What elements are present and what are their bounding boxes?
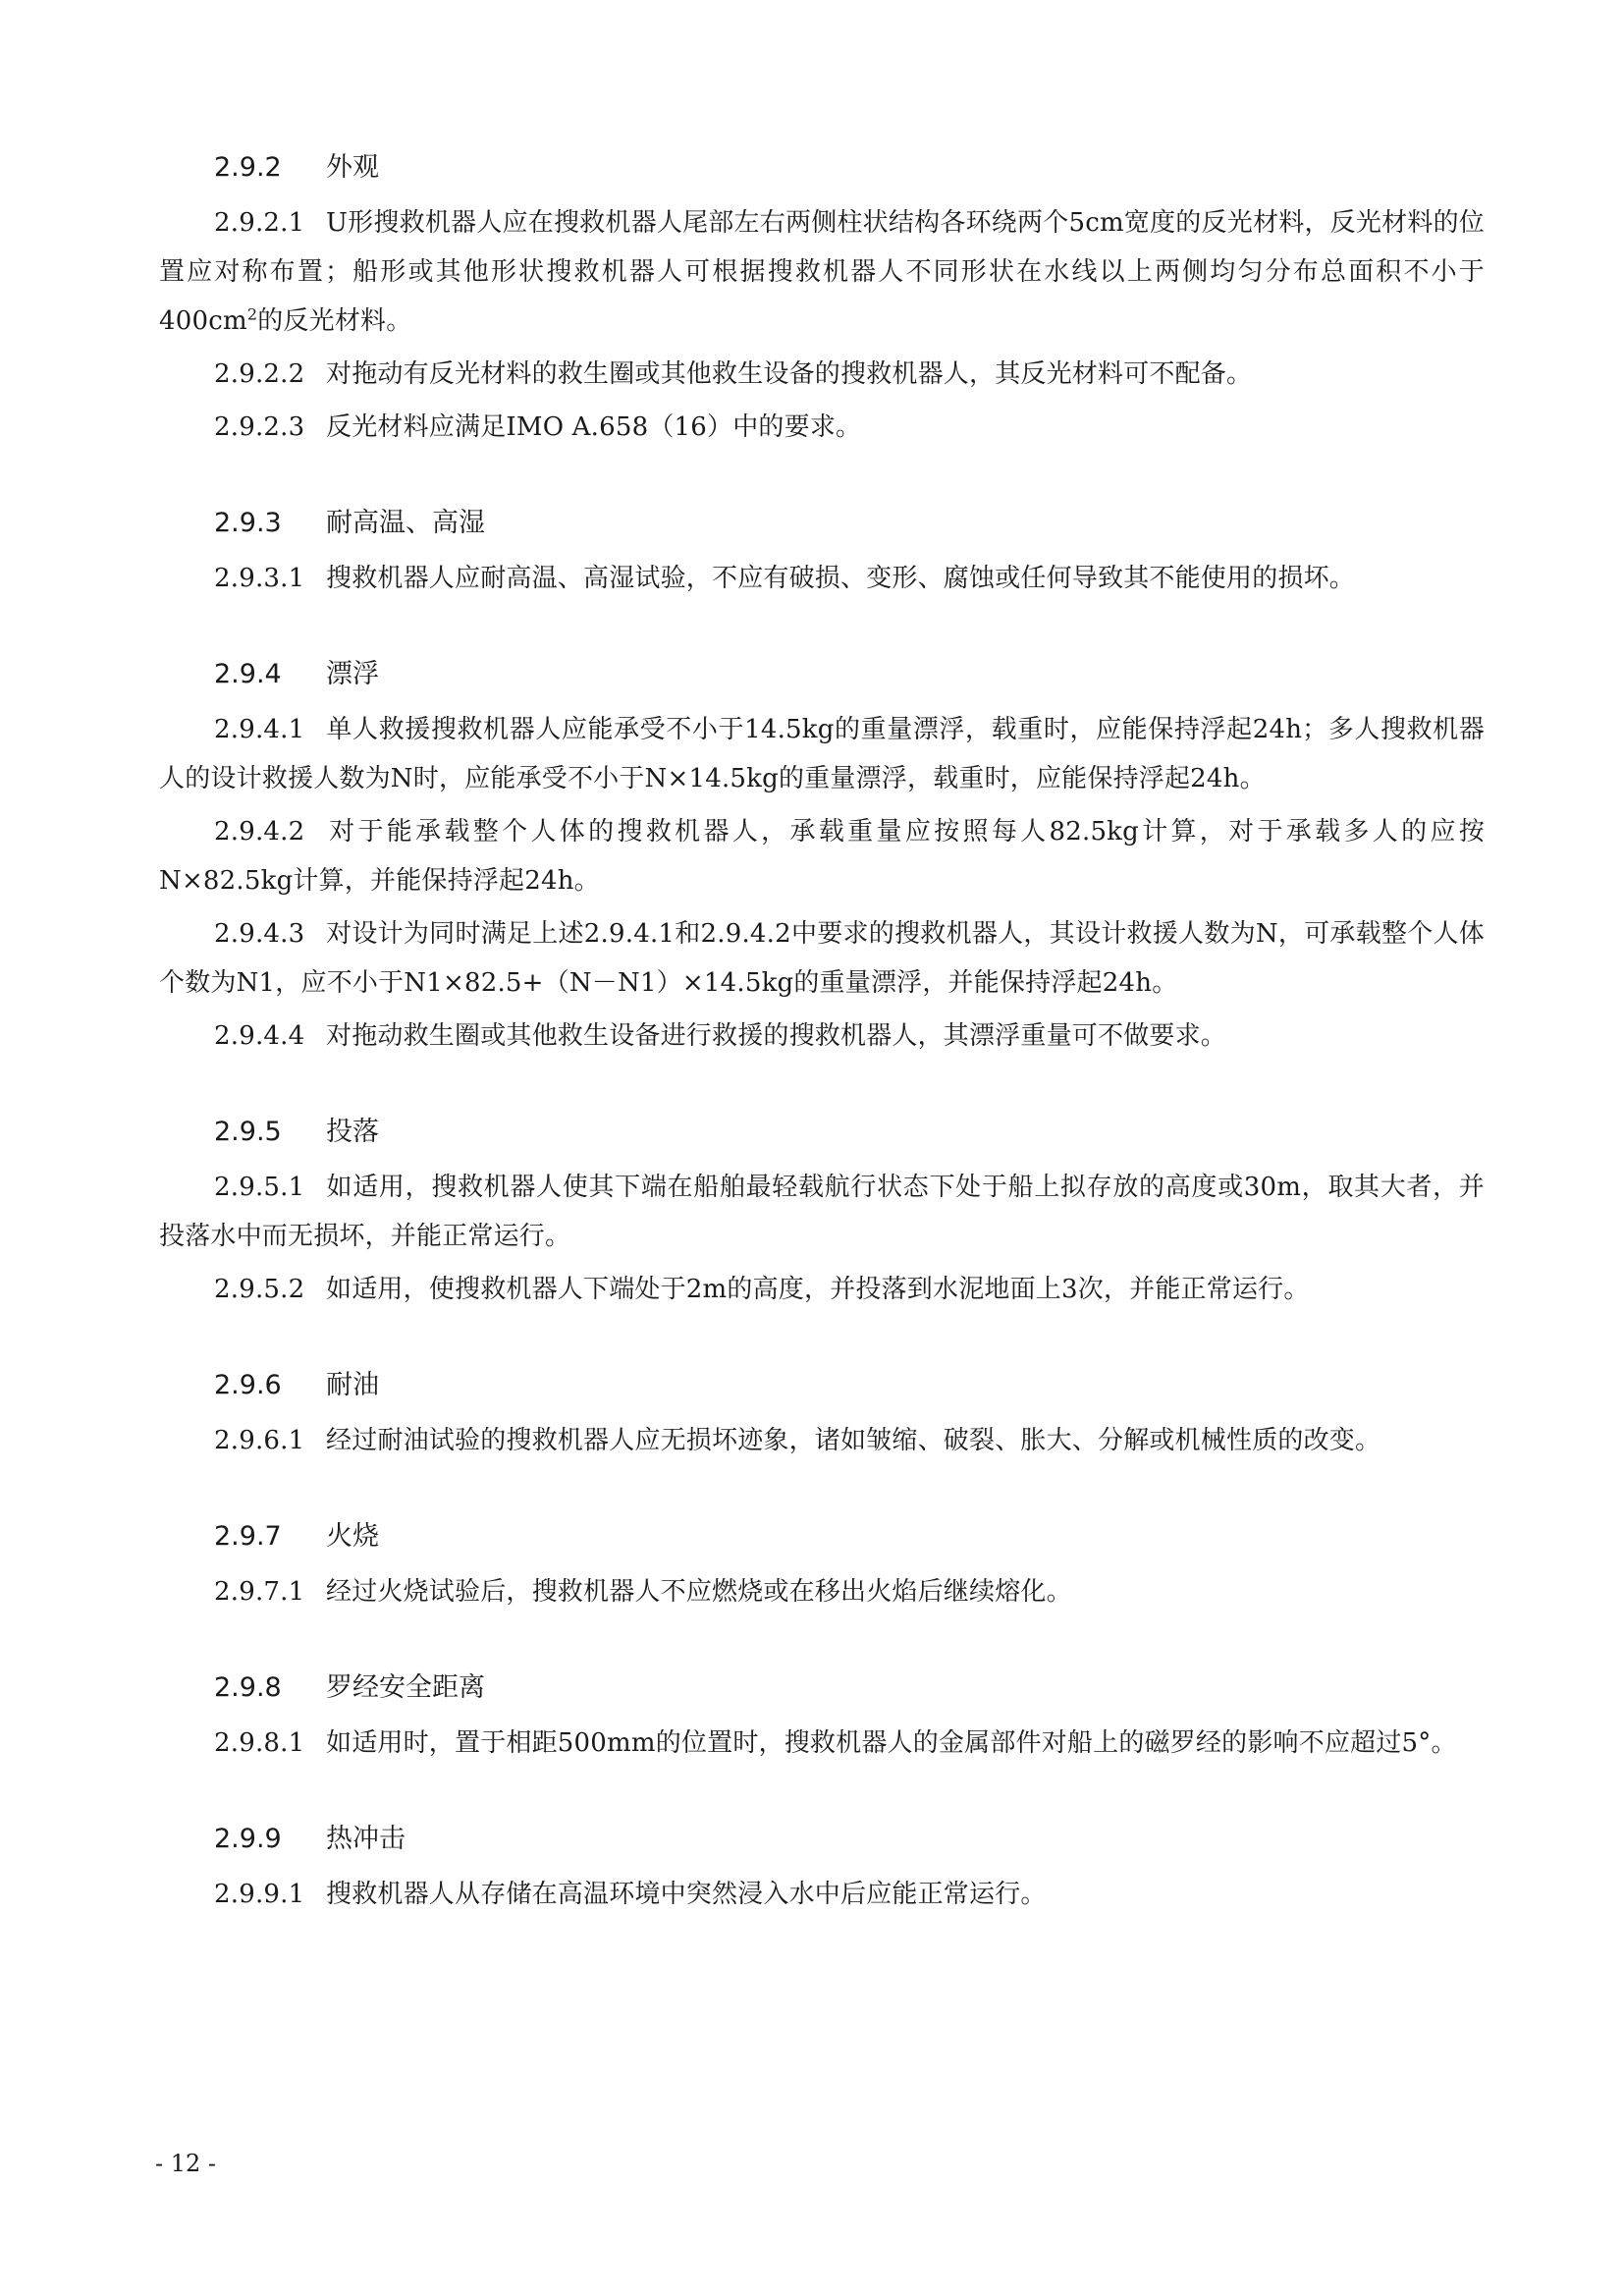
clause-paragraph — [159, 1265, 1485, 1314]
section — [159, 1667, 1485, 1768]
section — [159, 503, 1485, 603]
clause-text: 反光材料应满足IMO A.658（16）中的要求。 — [326, 412, 862, 442]
section-title: 投落 — [326, 1117, 379, 1147]
clause-paragraph — [159, 1567, 1485, 1616]
superscript: 2 — [246, 304, 258, 324]
clause-paragraph — [159, 1416, 1485, 1465]
clause-paragraph — [159, 198, 1485, 346]
clause-text: 搜救机器人应耐高温、高湿试验，不应有破损、变形、腐蚀或任何导致其不能使用的损坏。 — [326, 564, 1356, 593]
section-title: 耐油 — [326, 1370, 379, 1400]
clause-text: 如适用时，置于相距500mm的位置时，搜救机器人的金属部件对船上的磁罗经的影响不应超过5°。 — [326, 1728, 1457, 1758]
clause-number: 2.9.7.1 — [214, 1577, 305, 1607]
section-number: 2.9.9 — [214, 1824, 282, 1854]
section-heading — [159, 147, 1485, 189]
clause-text: 对于能承载整个人体的搜救机器人，承载重量应按照每人82.5kg计算，对于承载多人的应按N×82.5kg计算，并能保持浮起24h。 — [159, 817, 1485, 896]
clause-paragraph — [159, 350, 1485, 399]
section — [159, 654, 1485, 1061]
clause-paragraph — [159, 554, 1485, 603]
clause-paragraph — [159, 1163, 1485, 1261]
clause-text-continued: 的反光材料。 — [257, 306, 412, 336]
clause-number: 2.9.4.3 — [214, 919, 305, 949]
section — [159, 1112, 1485, 1314]
clause-paragraph — [159, 1719, 1485, 1768]
clause-paragraph — [159, 1011, 1485, 1061]
clause-number: 2.9.4.4 — [214, 1021, 305, 1051]
clause-number: 2.9.5.1 — [214, 1173, 305, 1202]
clause-paragraph — [159, 909, 1485, 1008]
clause-number: 2.9.5.2 — [214, 1275, 305, 1304]
clause-paragraph — [159, 705, 1485, 803]
clause-paragraph — [159, 807, 1485, 905]
section — [159, 147, 1485, 452]
clause-number: 2.9.4.1 — [214, 715, 305, 744]
clause-number: 2.9.8.1 — [214, 1728, 305, 1758]
section-title: 罗经安全距离 — [326, 1672, 485, 1703]
section-title: 热冲击 — [326, 1824, 406, 1854]
clause-number: 2.9.4.2 — [214, 817, 305, 847]
clause-text: 单人救援搜救机器人应能承受不小于14.5kg的重量漂浮，载重时，应能保持浮起24h；多人搜救机器人的设计救援人数为N时，应能承受不小于N×14.5kg的重量漂浮，载重时，应能保持浮起24h。 — [159, 715, 1485, 793]
section-heading — [159, 654, 1485, 695]
clause-text: 对拖动有反光材料的救生圈或其他救生设备的搜救机器人，其反光材料可不配备。 — [326, 359, 1253, 389]
clause-paragraph — [159, 1870, 1485, 1919]
section-number: 2.9.3 — [214, 508, 282, 538]
section-heading — [159, 1819, 1485, 1860]
section-title: 火烧 — [326, 1521, 379, 1552]
section-title: 漂浮 — [326, 659, 379, 689]
section-heading — [159, 1516, 1485, 1558]
section — [159, 1819, 1485, 1919]
section-heading — [159, 1365, 1485, 1406]
section-heading — [159, 1112, 1485, 1153]
clause-number: 2.9.2.1 — [214, 208, 305, 238]
clause-text: 如适用，搜救机器人使其下端在船舶最轻载航行状态下处于船上拟存放的高度或30m，取其大者，并投落水中而无损坏，并能正常运行。 — [159, 1173, 1485, 1251]
section-number: 2.9.8 — [214, 1672, 282, 1703]
section — [159, 1516, 1485, 1616]
section-number: 2.9.4 — [214, 659, 282, 689]
section-number: 2.9.7 — [214, 1521, 282, 1552]
clause-number: 2.9.2.2 — [214, 359, 305, 389]
clause-number: 2.9.6.1 — [214, 1426, 305, 1455]
section-number: 2.9.5 — [214, 1117, 282, 1147]
page-number: - 12 - — [155, 2150, 217, 2177]
document-body — [159, 147, 1485, 1970]
clause-number: 2.9.3.1 — [214, 564, 305, 593]
clause-text: U形搜救机器人应在搜救机器人尾部左右两侧柱状结构各环绕两个5cm宽度的反光材料，反光材料的位置应对称布置；船形或其他形状搜救机器人可根据搜救机器人不同形状在水线以上两侧均匀分布总面积不小于400cm — [159, 208, 1485, 336]
clause-text: 对拖动救生圈或其他救生设备进行救援的搜救机器人，其漂浮重量可不做要求。 — [326, 1021, 1227, 1051]
section-number: 2.9.6 — [214, 1370, 282, 1400]
section-number: 2.9.2 — [214, 152, 282, 183]
clause-text: 如适用，使搜救机器人下端处于2m的高度，并投落到水泥地面上3次，并能正常运行。 — [326, 1275, 1310, 1304]
section-heading — [159, 503, 1485, 544]
clause-text: 搜救机器人从存储在高温环境中突然浸入水中后应能正常运行。 — [326, 1880, 1047, 1909]
section-title: 外观 — [326, 152, 379, 183]
clause-text: 经过火烧试验后，搜救机器人不应燃烧或在移出火焰后继续熔化。 — [326, 1577, 1072, 1607]
clause-text: 对设计为同时满足上述2.9.4.1和2.9.4.2中要求的搜救机器人，其设计救援人数为N，可承载整个人体个数为N1，应不小于N1×82.5+（N－N1）×14.5kg的重量漂浮，并能保持浮起24h。 — [159, 919, 1485, 998]
clause-number: 2.9.9.1 — [214, 1880, 305, 1909]
section-heading — [159, 1667, 1485, 1709]
clause-paragraph — [159, 403, 1485, 452]
section-title: 耐高温、高湿 — [326, 508, 485, 538]
clause-text: 经过耐油试验的搜救机器人应无损坏迹象，诸如皱缩、破裂、胀大、分解或机械性质的改变。 — [326, 1426, 1381, 1455]
section — [159, 1365, 1485, 1465]
clause-number: 2.9.2.3 — [214, 412, 305, 442]
